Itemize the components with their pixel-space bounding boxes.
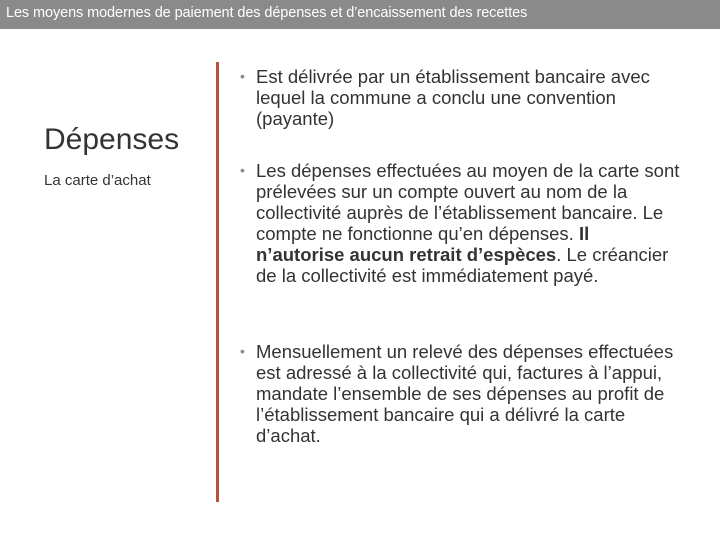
section-heading: Dépenses — [44, 123, 180, 156]
title-bar — [0, 0, 720, 29]
bullet-item — [240, 341, 680, 446]
bullet-item — [240, 66, 680, 129]
bullet-text: Est délivrée par un établissement bancaire avec lequel la commune a conclu une convention (payante) — [256, 66, 650, 129]
bullet-text-part: Les dépenses effectuées au moyen de la carte sont prélevées sur un compte ouvert au nom de la collectivité auprès de l’établissement bancaire. Le compte ne fonctionne qu’en dépenses. — [256, 160, 680, 244]
bullet-dot-icon: • — [240, 68, 245, 84]
bullet-item — [240, 160, 680, 286]
bullet-text: Mensuellement un relevé des dépenses effectuées est adressé à la collectivité qui, factures à l’appui, mandate l’ensemble de ses dépenses au profit de l’établissement bancaire qui a délivré la carte d’achat. — [256, 341, 674, 446]
section-subheading: La carte d’achat — [44, 172, 151, 189]
bullet-text-part: . Le créancier de la collectivité est immédiatement payé. — [256, 244, 669, 286]
vertical-divider — [216, 62, 219, 502]
bullet-text — [256, 160, 680, 286]
bullet-dot-icon: • — [240, 162, 245, 178]
bullet-text-bold: Il n’autorise aucun retrait d’espèces — [256, 223, 590, 265]
bullet-dot-icon: • — [240, 343, 245, 359]
slide-title: Les moyens modernes de paiement des dépenses et d’encaissement des recettes — [6, 5, 528, 21]
